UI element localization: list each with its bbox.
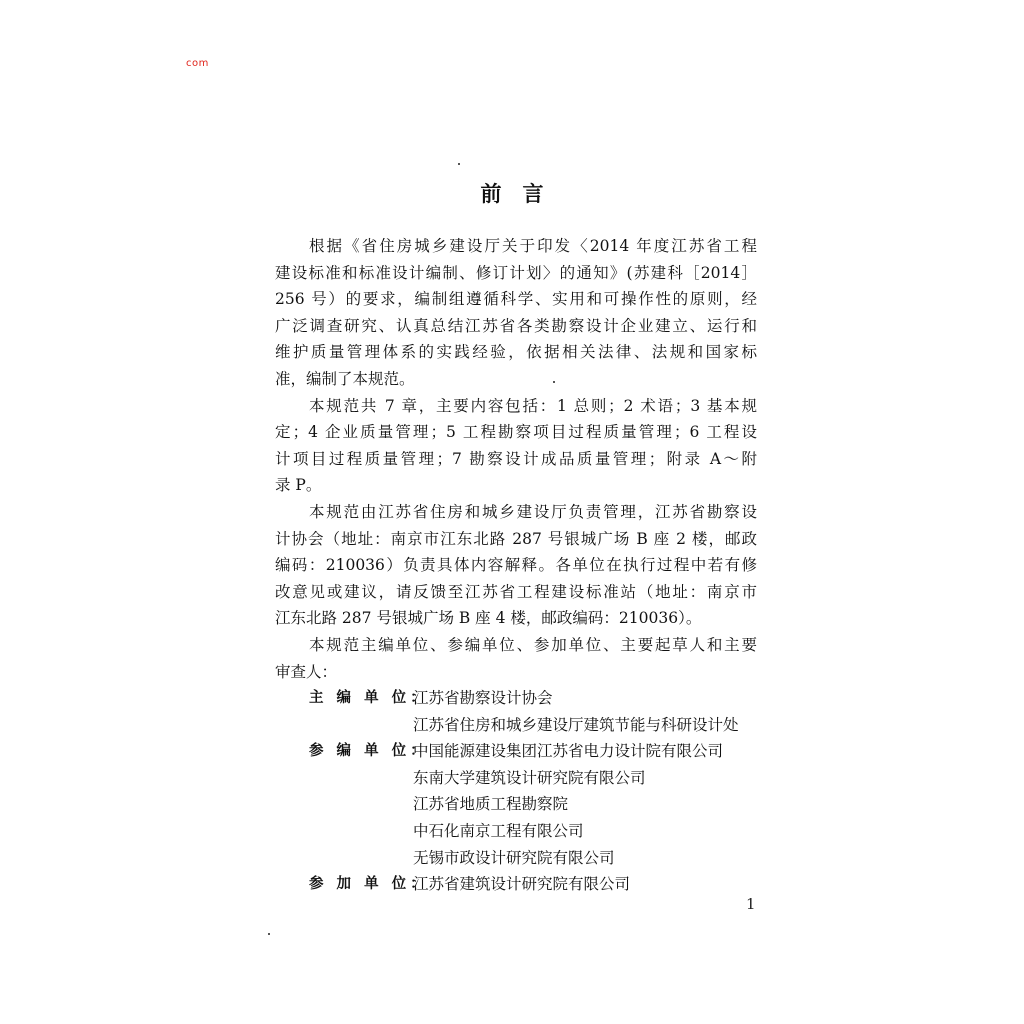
paragraph-line: 根据《省住房城乡建设厅关于印发〈2014 年度江苏省工程 (309, 237, 757, 255)
paragraph-line: 准，编制了本规范。 (275, 369, 415, 388)
paragraph (275, 499, 757, 632)
paragraph (275, 632, 757, 685)
watermark-text: com (186, 58, 209, 69)
unit-list (275, 685, 757, 898)
unit-name: 江苏省地质工程勘察院 (413, 795, 569, 814)
paragraph-line: 本规范主编单位、参编单位、参加单位、主要起草人和主要 (309, 635, 757, 654)
paragraph-line: 256 号）的要求，编制组遵循科学、实用和可操作性的原则，经 (275, 290, 757, 309)
scan-speck (268, 933, 270, 935)
unit-row (275, 818, 757, 845)
unit-row (275, 738, 757, 765)
paragraph-line: 计项目过程质量管理；7 勘察设计成品质量管理；附录 A～附 (275, 449, 757, 468)
unit-label (275, 765, 413, 792)
unit-label (275, 845, 413, 872)
page-number: 1 (746, 895, 756, 913)
paragraph-line: 建设标准和标准设计编制、修订计划〉的通知》(苏建科［2014］ (275, 263, 757, 282)
paragraph-line: 计协会（地址：南京市江东北路 287 号银城广场 B 座 2 楼，邮政 (275, 529, 757, 548)
unit-label: 参 编 单 位： (309, 743, 429, 760)
paragraph-line: 本规范由江苏省住房和城乡建设厅负责管理，江苏省勘察设 (309, 502, 757, 521)
scan-speck (458, 163, 460, 165)
paragraph-line: 审查人： (275, 662, 338, 681)
paragraph-line: 改意见或建议，请反馈至江苏省工程建设标准站（地址：南京市 (275, 582, 757, 601)
unit-name: 中国能源建设集团江苏省电力设计院有限公司 (413, 742, 724, 761)
preface-paragraphs (275, 233, 757, 685)
unit-row (275, 765, 757, 792)
unit-name: 无锡市政设计研究院有限公司 (413, 848, 615, 867)
paragraph-line: 本规范共 7 章，主要内容包括：1 总则；2 术语；3 基本规 (309, 396, 757, 415)
paragraph-line: 维护质量管理体系的实践经验，依据相关法律、法规和国家标 (275, 343, 757, 362)
paragraph-line: 江东北路 287 号银城广场 B 座 4 楼，邮政编码：210036）。 (275, 609, 702, 628)
paragraph-line: 录 P。 (275, 476, 322, 495)
unit-name: 江苏省住房和城乡建设厅建筑节能与科研设计处 (413, 715, 739, 734)
unit-label (275, 791, 413, 818)
unit-label: 主 编 单 位： (309, 690, 429, 707)
paragraph (275, 393, 757, 499)
unit-row (275, 685, 757, 712)
document-body (275, 233, 757, 898)
unit-name: 江苏省建筑设计研究院有限公司 (413, 875, 631, 894)
unit-name: 江苏省勘察设计协会 (413, 689, 553, 708)
page-title: 前 言 (480, 182, 544, 206)
paragraph-line: 定；4 企业质量管理；5 工程勘察项目过程质量管理；6 工程设 (275, 423, 757, 442)
unit-row (275, 845, 757, 872)
unit-label (275, 818, 413, 845)
paragraph-line: 编码：210036）负责具体内容解释。各单位在执行过程中若有修 (275, 556, 757, 575)
unit-label: 参 加 单 位： (309, 876, 429, 893)
unit-name: 中石化南京工程有限公司 (413, 822, 584, 841)
unit-name: 东南大学建筑设计研究院有限公司 (413, 768, 646, 787)
paragraph (275, 233, 757, 393)
unit-row (275, 712, 757, 739)
unit-row (275, 791, 757, 818)
paragraph-line: 广泛调查研究、认真总结江苏省各类勘察设计企业建立、运行和 (275, 316, 757, 335)
unit-row (275, 871, 757, 898)
unit-label (275, 712, 413, 739)
scan-speck (553, 381, 555, 383)
